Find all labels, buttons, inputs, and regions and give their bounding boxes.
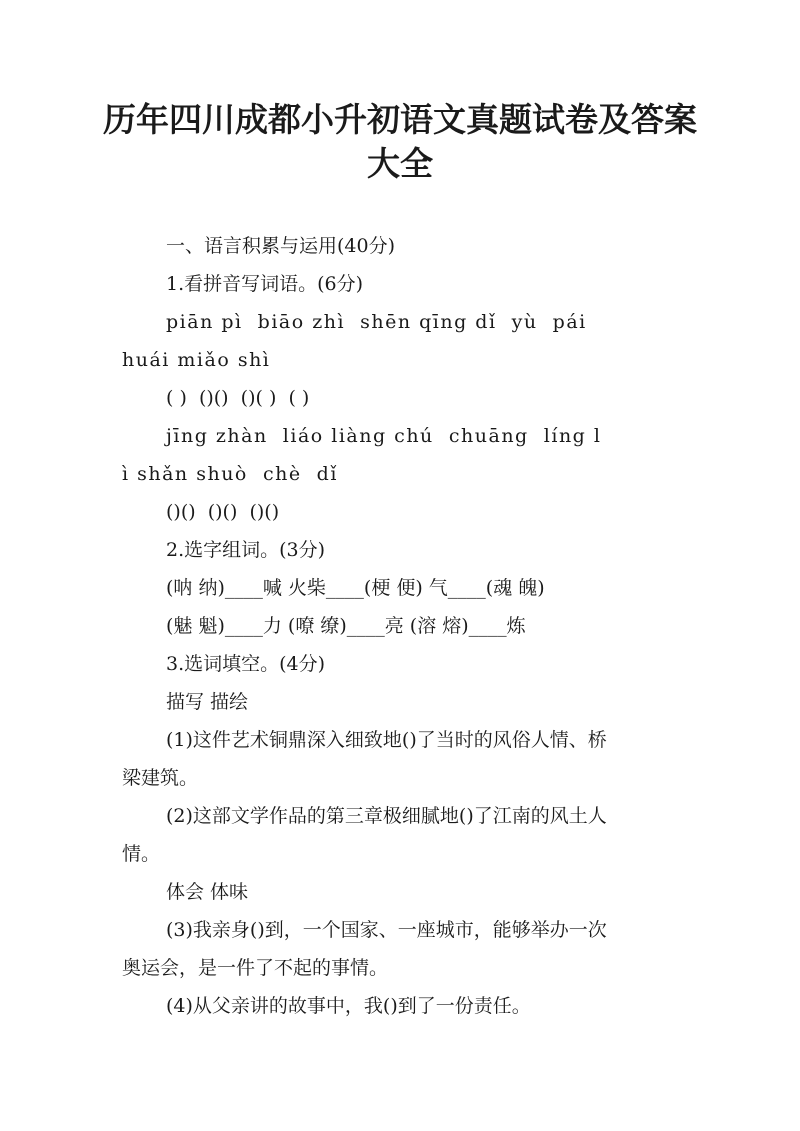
word-choices-2: 体会 体味 bbox=[166, 881, 249, 903]
document-title-continued: 大全 bbox=[367, 144, 433, 183]
answer-blanks-1: ( ) ()() ()( ) ( ) bbox=[166, 387, 310, 409]
pinyin-line-1a: piān pì biāo zhì shēn qīng dǐ yù pái bbox=[166, 311, 587, 333]
sentence-2-continued: 情。 bbox=[122, 843, 161, 865]
sentence-3-continued: 奥运会，是一件了不起的事情。 bbox=[122, 957, 389, 979]
pinyin-line-1b: huái miǎo shì bbox=[122, 349, 271, 371]
question-1-heading: 1.看拼音写词语。(6分) bbox=[166, 273, 364, 295]
choose-char-line-2: (魅 魁)____力 (嘹 缭)____亮 (溶 熔)____炼 bbox=[166, 615, 526, 637]
document-title: 历年四川成都小升初语文真题试卷及答案 bbox=[103, 100, 697, 139]
question-2-heading: 2.选字组词。(3分) bbox=[166, 539, 326, 561]
question-3-heading: 3.选词填空。(4分) bbox=[166, 653, 326, 675]
choose-char-line-1: (呐 纳)____喊 火柴____(梗 便) 气____(魂 魄) bbox=[166, 577, 545, 599]
sentence-3: (3)我亲身()到，一个国家、一座城市，能够举办一次 bbox=[166, 919, 607, 941]
sentence-1: (1)这件艺术铜鼎深入细致地()了当时的风俗人情、桥 bbox=[166, 729, 607, 751]
sentence-4: (4)从父亲讲的故事中，我()到了一份责任。 bbox=[166, 995, 531, 1017]
sentence-1-continued: 梁建筑。 bbox=[122, 767, 199, 789]
pinyin-line-2b: ì shǎn shuò chè dǐ bbox=[122, 463, 338, 485]
answer-blanks-2: ()() ()() ()() bbox=[166, 501, 280, 523]
pinyin-line-2a: jīng zhàn liáo liàng chú chuāng líng l bbox=[166, 425, 602, 447]
word-choices-1: 描写 描绘 bbox=[166, 691, 249, 713]
section-heading: 一、语言积累与运用(40分) bbox=[166, 235, 396, 257]
sentence-2: (2)这部文学作品的第三章极细腻地()了江南的风土人 bbox=[166, 805, 607, 827]
